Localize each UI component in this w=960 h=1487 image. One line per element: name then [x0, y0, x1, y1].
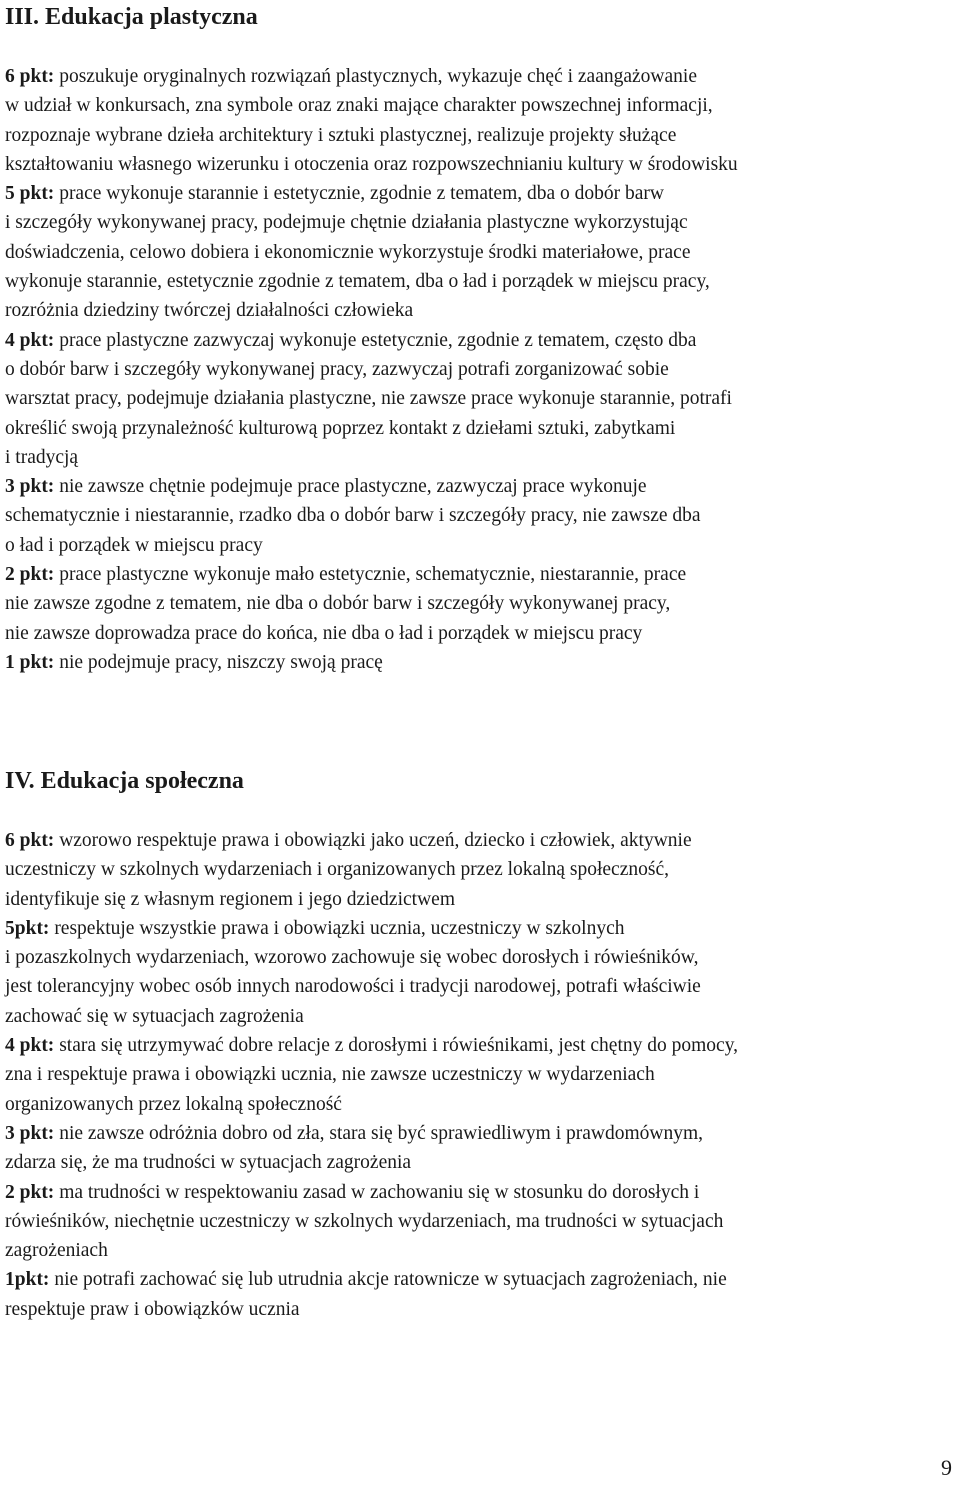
text-line — [5, 1265, 957, 1294]
grade-label: 3 pkt: — [5, 476, 55, 498]
grade-label: 2 pkt: — [5, 1181, 55, 1203]
line-text: nie podejmuje pracy, niszczy swoją pracę — [54, 651, 383, 673]
text-line — [5, 855, 957, 884]
grade-label: 6 pkt: — [5, 830, 55, 851]
text-line — [5, 885, 957, 914]
text-line — [5, 619, 957, 648]
text-line — [5, 384, 957, 413]
line-text: o ład i porządek w miejscu pracy — [5, 534, 263, 556]
text-line — [5, 1031, 957, 1060]
text-line — [5, 179, 957, 208]
line-text: stara się utrzymywać dobre relacje z dorosłymi i rówieśnikami, jest chętny do pomocy, — [54, 1035, 739, 1057]
line-text: wykonuje starannie, estetycznie zgodnie z tematem, dba o ład i porządek w miejscu pracy, — [5, 271, 710, 293]
text-line — [5, 1119, 957, 1148]
text-line — [5, 826, 957, 855]
line-text: poszukuje oryginalnych rozwiązań plastycznych, wykazuje chęć i zaangażowanie — [54, 66, 697, 87]
line-text: nie zawsze odróżnia dobro od zła, stara się być sprawiedliwym i prawdomównym, — [54, 1122, 704, 1144]
grade-label: 1pkt: — [5, 1269, 50, 1291]
grade-label: 5pkt: — [5, 917, 50, 939]
line-text: schematycznie i niestarannie, rzadko dba o dobór barw i szczegóły pracy, nie zawsze dba — [5, 505, 701, 527]
section-title: III. Edukacja plastyczna — [5, 4, 258, 30]
text-line — [5, 1060, 957, 1089]
line-text: wzorowo respektuje prawa i obowiązki jako uczeń, dziecko i człowiek, aktywnie — [54, 830, 692, 851]
grade-label: 4 pkt: — [5, 329, 55, 351]
text-line — [5, 914, 957, 943]
line-text: warsztat pracy, podejmuje działania plastyczne, nie zawsze prace wykonuje starannie, potrafi — [5, 388, 732, 410]
line-text: w udział w konkursach, zna symbole oraz znaki mające charakter powszechnej informacji, — [5, 95, 713, 117]
grade-label: 3 pkt: — [5, 1122, 55, 1144]
text-line — [5, 531, 957, 560]
grading-criteria-list — [5, 62, 957, 677]
spacer — [5, 796, 957, 826]
text-line — [5, 1148, 957, 1177]
text-line — [5, 501, 957, 530]
section-art-education — [5, 0, 957, 677]
line-text: kształtowaniu własnego wizerunku i otoczenia oraz rozpowszechnianiu kultury w środowisku — [5, 153, 738, 175]
line-text: ma trudności w respektowaniu zasad w zachowaniu się w stosunku do dorosłych i — [54, 1181, 700, 1203]
grade-label: 4 pkt: — [5, 1035, 55, 1057]
text-line — [5, 443, 957, 472]
line-text: zachować się w sytuacjach zagrożenia — [5, 1005, 304, 1027]
text-line — [5, 1178, 957, 1207]
text-line — [5, 238, 957, 267]
line-text: prace wykonuje starannie i estetycznie, zgodnie z tematem, dba o dobór barw — [54, 183, 664, 205]
text-line — [5, 355, 957, 384]
text-line — [5, 91, 957, 120]
page-number: 9 — [941, 1455, 952, 1480]
line-text: zagrożeniach — [5, 1240, 108, 1262]
line-text: i tradycją — [5, 446, 79, 468]
text-line — [5, 560, 957, 589]
text-line — [5, 648, 957, 677]
line-text: i pozaszkolnych wydarzeniach, wzorowo zachowuje się wobec dorosłych i rówieśników, — [5, 947, 699, 969]
line-text: uczestniczy w szkolnych wydarzeniach i organizowanych przez lokalną społeczność, — [5, 859, 669, 881]
line-text: i szczegóły wykonywanej pracy, podejmuje chętnie działania plastyczne wykorzystując — [5, 212, 688, 234]
line-text: o dobór barw i szczegóły wykonywanej pracy, zazwyczaj potrafi zorganizować sobie — [5, 358, 669, 380]
line-text: zdarza się, że ma trudności w sytuacjach zagrożenia — [5, 1152, 412, 1174]
line-text: prace plastyczne zazwyczaj wykonuje estetycznie, zgodnie z tematem, często dba — [54, 329, 697, 351]
line-text: prace plastyczne wykonuje mało estetycznie, schematycznie, niestarannie, prace — [54, 564, 687, 586]
text-line — [5, 972, 957, 1001]
line-text: rozpoznaje wybrane dzieła architektury i sztuki plastycznej, realizuje projekty służące — [5, 124, 677, 146]
text-line — [5, 121, 957, 150]
line-text: identyfikuje się z własnym regionem i jego dziedzictwem — [5, 888, 455, 910]
grade-label: 1 pkt: — [5, 651, 55, 673]
line-text: nie zawsze chętnie podejmuje prace plastyczne, zazwyczaj prace wykonuje — [54, 476, 647, 498]
line-text: organizowanych przez lokalną społeczność — [5, 1093, 342, 1115]
line-text: doświadczenia, celowo dobiera i ekonomicznie wykorzystuje środki materiałowe, prace — [5, 241, 691, 263]
line-text: respektuje praw i obowiązków ucznia — [5, 1298, 300, 1320]
line-text: nie potrafi zachować się lub utrudnia akcje ratownicze w sytuacjach zagrożeniach, nie — [49, 1269, 727, 1291]
line-text: nie zawsze doprowadza prace do końca, nie dba o ład i porządek w miejscu pracy — [5, 622, 643, 644]
line-text: nie zawsze zgodne z tematem, nie dba o dobór barw i szczegóły wykonywanej pracy, — [5, 593, 671, 615]
grade-label: 2 pkt: — [5, 564, 55, 586]
line-text: zna i respektuje prawa i obowiązki ucznia, nie zawsze uczestniczy w wydarzeniach — [5, 1064, 655, 1086]
text-line — [5, 150, 957, 179]
text-line — [5, 296, 957, 325]
text-line — [5, 1236, 957, 1265]
text-line — [5, 326, 957, 355]
line-text: określić swoją przynależność kulturową poprzez kontakt z dziełami sztuki, zabytkami — [5, 417, 676, 439]
text-line — [5, 1002, 957, 1031]
text-line — [5, 267, 957, 296]
section-social-education — [5, 764, 957, 1324]
grading-criteria-list — [5, 826, 957, 1324]
text-line — [5, 1295, 957, 1324]
text-line — [5, 472, 957, 501]
line-text: rówieśników, niechętnie uczestniczy w szkolnych wydarzeniach, ma trudności w sytuacjach — [5, 1210, 724, 1232]
line-text: respektuje wszystkie prawa i obowiązki ucznia, uczestniczy w szkolnych — [49, 917, 625, 939]
text-line — [5, 62, 957, 91]
text-line — [5, 589, 957, 618]
text-line — [5, 414, 957, 443]
grade-label: 5 pkt: — [5, 183, 55, 205]
section-title: IV. Edukacja społeczna — [5, 768, 244, 794]
text-line — [5, 1090, 957, 1119]
spacer — [5, 32, 957, 62]
line-text: jest tolerancyjny wobec osób innych narodowości i tradycji narodowej, potrafi właściwie — [5, 976, 701, 998]
text-line — [5, 943, 957, 972]
grade-label: 6 pkt: — [5, 66, 55, 87]
line-text: rozróżnia dziedziny twórczej działalności człowieka — [5, 300, 414, 322]
text-line — [5, 208, 957, 237]
text-line — [5, 1207, 957, 1236]
